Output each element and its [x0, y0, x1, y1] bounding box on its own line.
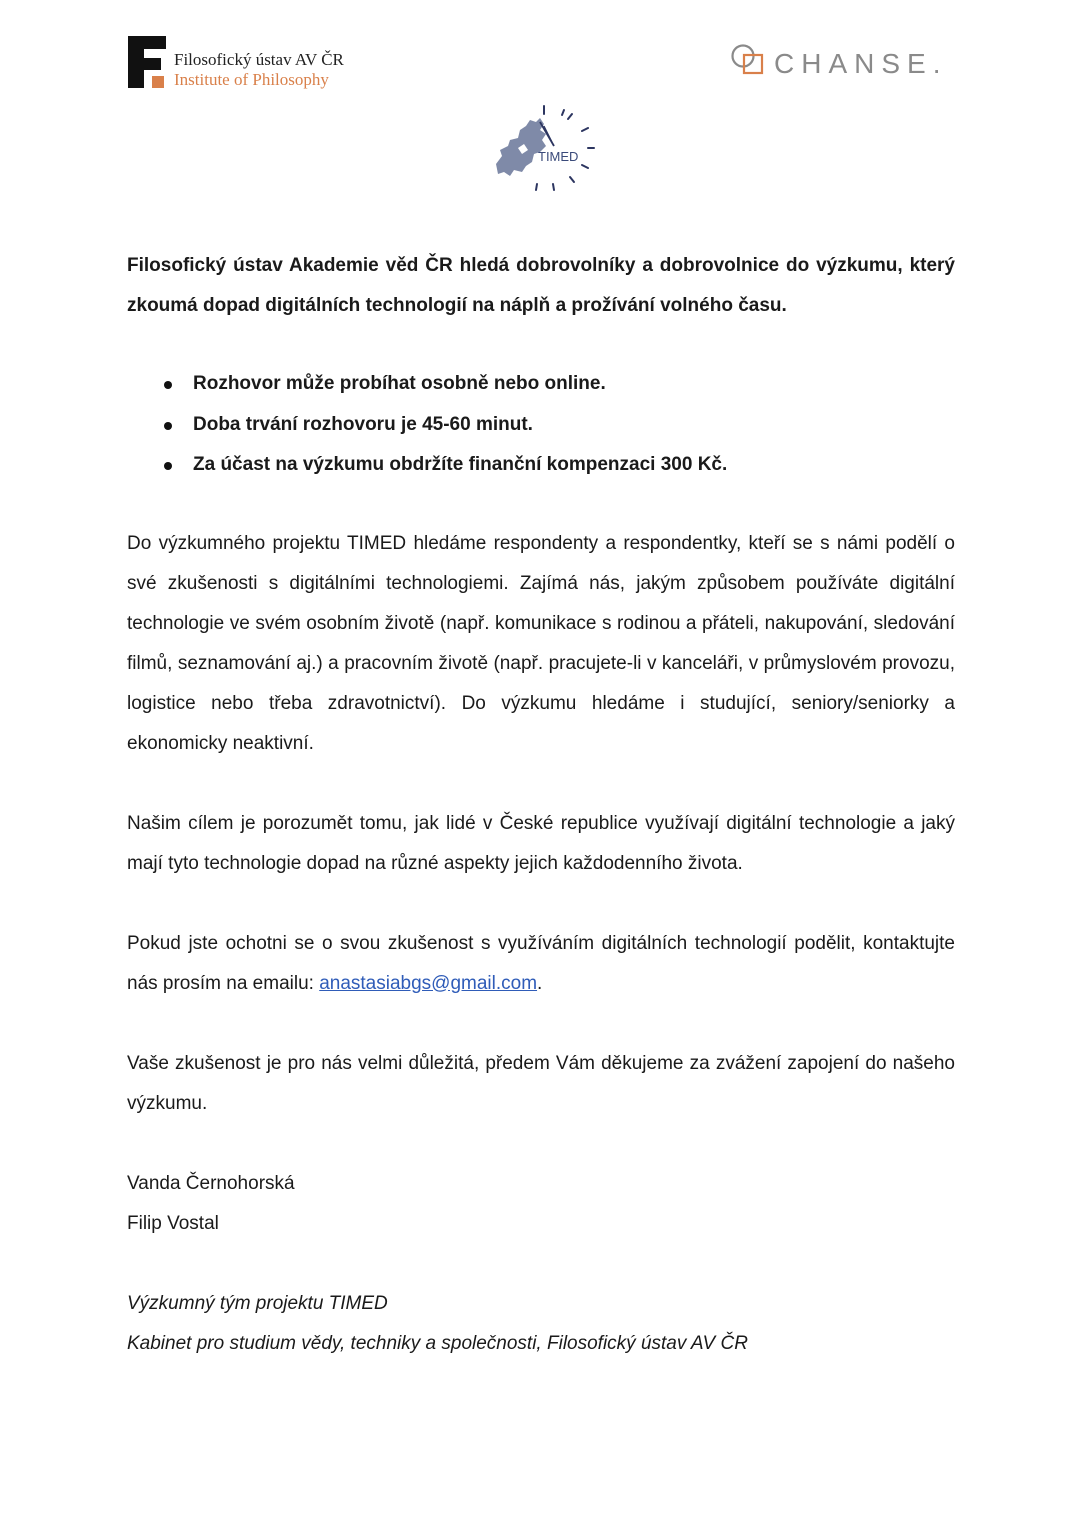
timed-logo-label: TIMED — [538, 149, 579, 164]
signature-name-2: Filip Vostal — [127, 1212, 219, 1234]
project-paragraph: Do výzkumného projektu TIMED hledáme respondenty a respondentky, kteří se s námi podělí o své zkušenosti s digitálními technologiemi. Zajímá nás, jakým způsobem používáte digitální technologie ve svém osobním životě (např. komunikace s rodinou a přáteli, nakupování, sledování filmů, seznamování aj.) a pracovním životě (např. pracujete-li v kanceláři, v průmyslovém provozu, logistice nebo třeba zdravotnictví). Do výzkumu hledáme i studující, seniory/seniorky a ekonomicky neaktivní. — [127, 532, 955, 754]
chanse-logo — [730, 42, 950, 82]
bullet-icon — [164, 381, 172, 389]
key-facts-list — [127, 364, 955, 486]
timed-logo-icon — [488, 100, 600, 196]
institute-name-en: Institute of Philosophy — [174, 70, 329, 89]
contact-paragraph: Pokud jste ochotni se o svou zkušenost s využíváním digitálních technologií podělit, kontaktujte nás prosím na emailu: anastasiabgs@gmail.com. — [127, 932, 955, 994]
list-item: Doba trvání rozhovoru je 45-60 minut. — [127, 405, 955, 446]
chanse-mark-icon — [730, 42, 766, 78]
list-item: Rozhovor může probíhat osobně nebo online. — [127, 364, 955, 405]
intro-paragraph: Filosofický ústav Akademie věd ČR hledá dobrovolníky a dobrovolnice do výzkumu, který zkoumá dopad digitálních technologií na náplň a prožívání volného času. — [127, 255, 955, 316]
goal-paragraph: Našim cílem je porozumět tomu, jak lidé v České republice využívají digitální technologie a jaký mají tyto technologie dopad na různé aspekty jejich každodenního života. — [127, 812, 955, 874]
institute-name-cz: Filosofický ústav AV ČR — [174, 50, 344, 69]
team-line-1: Výzkumný tým projektu TIMED — [127, 1292, 388, 1314]
signature-name-1: Vanda Černohorská — [127, 1172, 295, 1194]
flyer-content — [127, 246, 955, 1364]
institute-f-mark-icon — [128, 36, 168, 88]
bullet-icon — [164, 422, 172, 430]
list-item: Za účast na výzkumu obdržíte finanční kompenzaci 300 Kč. — [127, 445, 955, 486]
bullet-icon — [164, 462, 172, 470]
thanks-paragraph: Vaše zkušenost je pro nás velmi důležitá, předem Vám děkujeme za zvážení zapojení do našeho výzkumu. — [127, 1052, 955, 1114]
contact-email-link[interactable]: anastasiabgs@gmail.com — [319, 972, 538, 994]
chanse-wordmark: CHANSE. — [774, 48, 948, 79]
team-line-2: Kabinet pro studium vědy, techniky a společnosti, Filosofický ústav AV ČR — [127, 1332, 748, 1354]
institute-logo — [128, 36, 368, 92]
